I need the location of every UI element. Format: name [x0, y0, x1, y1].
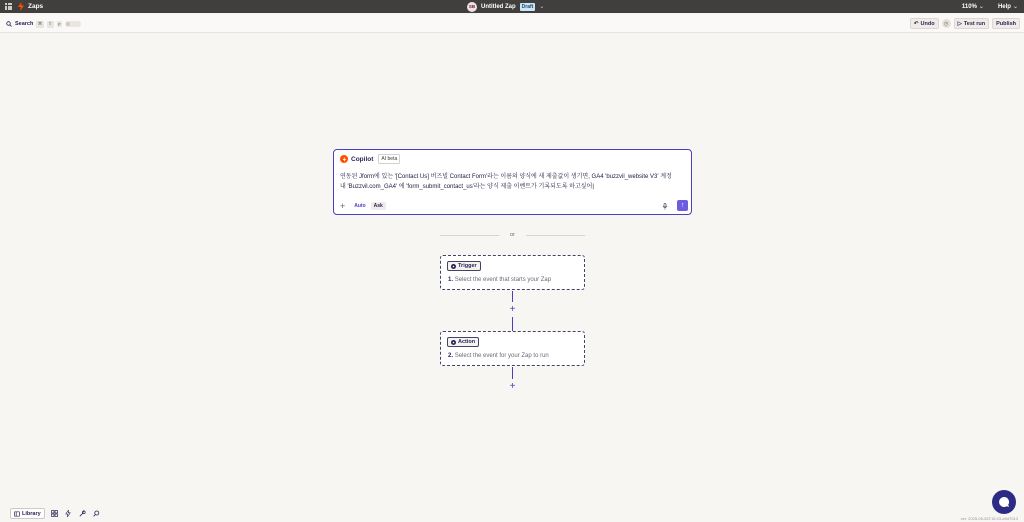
or-divider — [440, 231, 585, 240]
search-button[interactable] — [6, 19, 81, 29]
help-label: Help — [997, 3, 1011, 10]
publish-button[interactable]: Publish — [992, 18, 1020, 29]
search-icon — [6, 21, 12, 27]
undo-icon: ↶ — [913, 20, 919, 27]
chevron-down-icon: ⌄ — [978, 4, 984, 10]
top-bar — [0, 0, 1024, 13]
add-step-button[interactable]: + — [509, 381, 516, 392]
toggle-switch[interactable] — [65, 21, 81, 27]
test-run-button[interactable] — [954, 18, 990, 29]
step-text: Select the event for your Zap to run — [454, 353, 549, 359]
copilot-prompt-input[interactable] — [340, 172, 688, 192]
step-number: 1. — [448, 277, 454, 283]
mode-auto-button[interactable]: Auto — [354, 203, 366, 209]
add-step-button[interactable]: + — [509, 304, 516, 315]
arrow-up-icon: ↑ — [680, 202, 685, 209]
microphone-icon[interactable] — [661, 202, 669, 210]
chat-icon — [998, 496, 1010, 508]
zapier-logo-icon[interactable] — [17, 2, 25, 11]
wrench-icon[interactable] — [78, 509, 87, 518]
send-button[interactable] — [677, 200, 688, 211]
mode-toggle — [351, 202, 386, 210]
action-tag — [447, 337, 479, 347]
connector-line — [512, 367, 513, 379]
app-name[interactable]: Zaps — [28, 3, 44, 10]
version-label: ver. 2025-05-26T15:03-a9d7013 — [960, 516, 1018, 521]
shortcut-key: F — [58, 21, 61, 27]
lightning-icon[interactable] — [64, 509, 73, 518]
ai-beta-badge: AI beta — [378, 154, 400, 164]
apps-grid-icon[interactable] — [50, 509, 59, 518]
action-step-card[interactable] — [440, 331, 585, 366]
chat-support-button[interactable] — [992, 490, 1016, 514]
app-switcher-icon[interactable] — [5, 3, 12, 10]
zap-title[interactable]: Untitled Zap — [481, 3, 516, 10]
zap-title-group[interactable] — [467, 1, 544, 12]
step-number: 2. — [448, 353, 454, 359]
chevron-down-icon: ⌄ — [1012, 4, 1018, 10]
action-tag-label: Action — [458, 339, 476, 345]
shortcut-key: ⌘ — [37, 21, 43, 26]
undo-label: Undo — [920, 20, 935, 27]
library-icon — [14, 511, 20, 517]
play-icon: ▷ — [957, 20, 962, 27]
history-icon[interactable]: ◷ — [942, 19, 951, 28]
trigger-step-card[interactable] — [440, 255, 585, 290]
action-description — [448, 353, 549, 359]
test-run-label: Test run — [963, 20, 986, 27]
zoom-dropdown[interactable] — [962, 3, 984, 10]
connector-line — [512, 291, 513, 302]
trigger-tag — [447, 261, 481, 271]
search-icon[interactable] — [92, 509, 101, 518]
or-label: or — [510, 232, 515, 238]
zoom-level: 110% — [961, 3, 977, 10]
mode-ask-button[interactable]: Ask — [371, 202, 386, 210]
help-dropdown[interactable] — [998, 3, 1018, 10]
prompt-line: 내 'Buzzvil.com_GA4' 에 'form_submit_contact_us'라는 양식 제출 이벤트가 기록되도록 하고싶어| — [340, 184, 594, 190]
prompt-line: 연동된 Jform에 있는 '[Contact Us] 버즈빌 Contact Form'라는 이름의 양식에 새 제출값이 생기면, GA4 'buzzvil_website V3' 계정 — [340, 174, 672, 180]
copilot-logo-icon — [340, 155, 348, 163]
connector-line — [512, 317, 513, 331]
editor-toolbar — [0, 15, 1024, 33]
copilot-title: Copilot — [351, 155, 374, 163]
search-label: Search — [15, 21, 34, 27]
library-button[interactable] — [10, 508, 45, 519]
trigger-tag-label: Trigger — [458, 263, 477, 269]
copilot-panel — [333, 149, 692, 215]
trigger-icon — [451, 264, 456, 269]
status-badge: Draft — [521, 3, 534, 10]
bottom-toolbar — [10, 508, 101, 519]
library-label: Library — [22, 510, 41, 517]
undo-button[interactable] — [910, 18, 939, 29]
action-icon — [451, 340, 456, 345]
chevron-down-icon[interactable]: ⌄ — [539, 4, 545, 10]
avatar: SB — [467, 2, 477, 12]
shortcut-key: ⇧ — [48, 21, 53, 26]
add-attachment-icon[interactable]: + — [340, 201, 346, 211]
step-text: Select the event that starts your Zap — [454, 277, 552, 283]
trigger-description — [448, 277, 551, 283]
